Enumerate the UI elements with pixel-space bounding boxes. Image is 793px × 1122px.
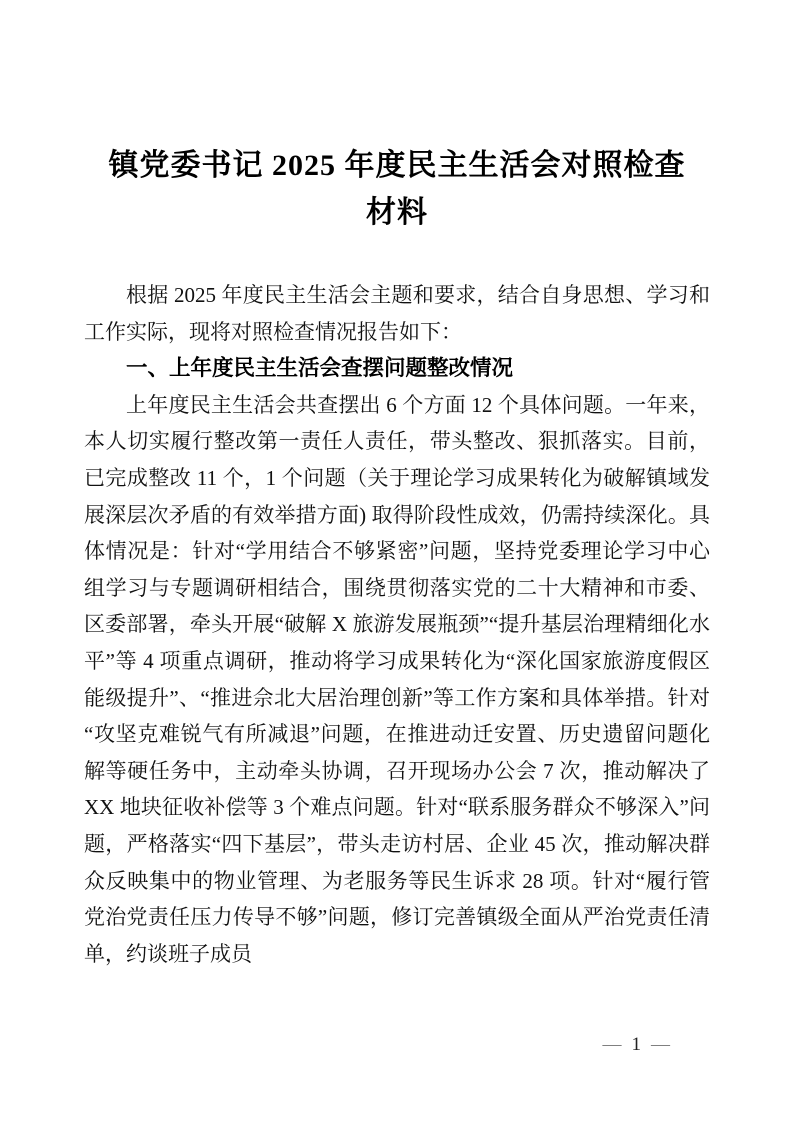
page-number-right-dash: — [651,1034,670,1055]
page-number-value: 1 [631,1034,641,1055]
section-1-body-paragraph: 上年度民主生活会共查摆出 6 个方面 12 个具体问题。一年来，本人切实履行整改第一责任人责任，带头整改、狠抓落实。目前，已完成整改 11 个，1 个问题（关于理论学习成果转化为破解镇域发展深层次矛盾的有效举措方面) 取得阶段性成效，仍需持续深化。具体情况是：针对“学用结合不够紧密”问题，坚持党委理论学习中心组学习与专题调研相结合，围绕贯彻落实党的二十大精神和市委、区委部署，牵头开展“破解 X 旅游发展瓶颈”“提升基层治理精细化水平”等 4 项重点调研，推动将学习成果转化为“深化国家旅游度假区能级提升”、“推进佘北大居治理创新”等工作方案和具体举措。针对“攻坚克难锐气有所减退”问题，在推进动迁安置、历史遗留问题化解等硬任务中，主动牵头协调，召开现场办公会 7 次，推动解决了 XX 地块征收补偿等 3 个难点问题。针对“联系服务群众不够深入”问题，严格落实“四下基层”，带头走访村居、企业 45 次，推动解决群众反映集中的物业管理、为老服务等民生诉求 28 项。针对“履行管党治党责任压力传导不够”问题，修订完善镇级全面从严治党责任清单，约谈班子成员 [84,392,710,966]
page-number-left-dash: — [602,1034,622,1055]
page-number [603,1035,671,1054]
document-title: 镇党委书记 2025 年度民主生活会对照检查材料 [108,149,686,229]
intro-paragraph: 根据 2025 年度民主生活会主题和要求，结合自身思想、学习和工作实际，现将对照检查情况报告如下： [84,283,710,344]
section-1-heading: 一、上年度民主生活会查摆问题整改情况 [126,356,514,381]
